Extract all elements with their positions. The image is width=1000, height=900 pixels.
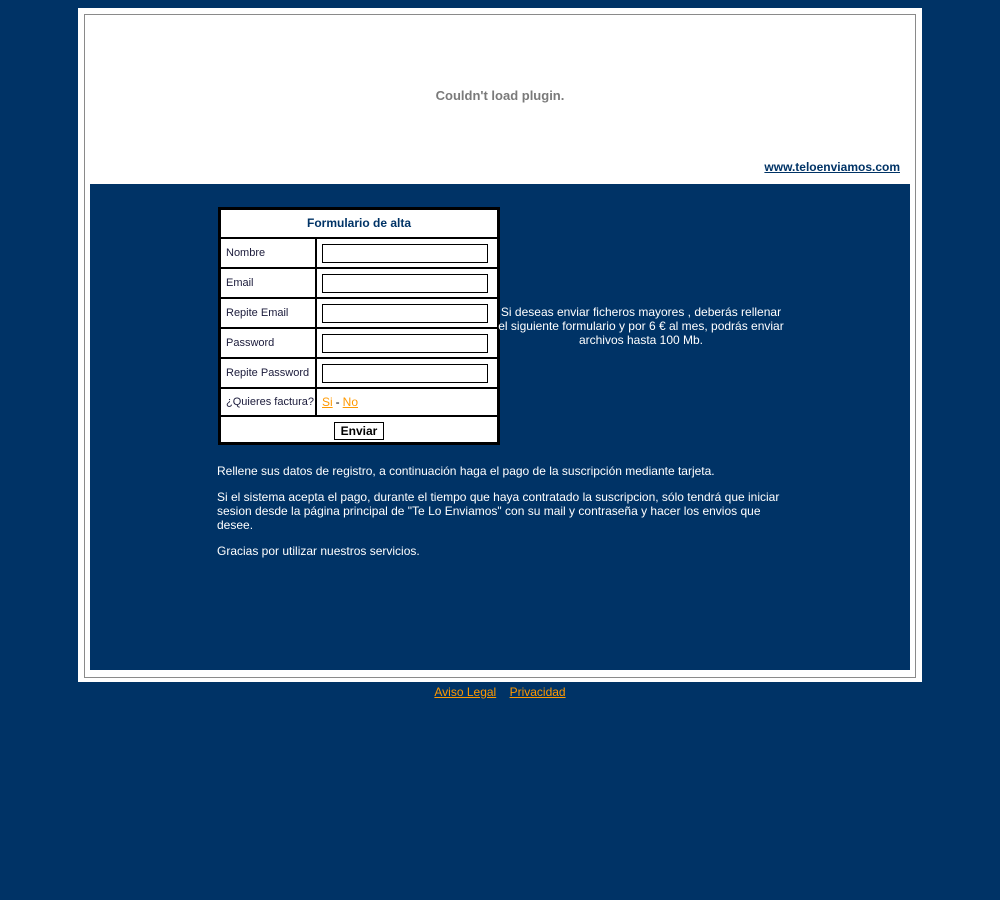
repite-email-label: Repite Email — [221, 299, 317, 327]
submit-row — [221, 417, 497, 445]
registration-form — [218, 207, 500, 445]
legal-notice-link[interactable]: Aviso Legal — [434, 685, 497, 699]
password-label: Password — [221, 329, 317, 357]
submit-button[interactable]: Enviar — [334, 422, 385, 440]
instructions-para-3: Gracias por utilizar nuestros servicios. — [217, 544, 420, 558]
nombre-input[interactable] — [322, 244, 488, 263]
password-input[interactable] — [322, 334, 488, 353]
privacy-link[interactable]: Privacidad — [509, 685, 566, 699]
form-row-password — [221, 329, 497, 359]
form-row-nombre — [221, 239, 497, 269]
email-label: Email — [221, 269, 317, 297]
page-container — [78, 8, 922, 682]
repite-email-input[interactable] — [322, 304, 488, 323]
instructions — [217, 464, 797, 570]
form-row-repite-email — [221, 299, 497, 329]
form-row-factura — [221, 389, 497, 417]
nombre-label: Nombre — [221, 239, 317, 267]
main-panel — [90, 184, 910, 670]
repite-password-label: Repite Password — [221, 359, 317, 387]
factura-label: ¿Quieres factura? — [221, 389, 317, 415]
factura-separator: - — [335, 395, 340, 409]
form-row-repite-password — [221, 359, 497, 389]
factura-yes-link[interactable]: Si — [322, 395, 333, 409]
form-row-email — [221, 269, 497, 299]
factura-no-link[interactable]: No — [342, 395, 359, 409]
site-link[interactable]: www.teloenviamos.com — [764, 160, 900, 174]
instructions-para-2: Si el sistema acepta el pago, durante el tiempo que haya contratado la suscripcion, sólo tendrá que iniciar sesion desde la página principal de "Te Lo Enviamos" con su mail y contraseña y hacer los envios que desee. — [217, 490, 780, 532]
email-input[interactable] — [322, 274, 488, 293]
repite-password-input[interactable] — [322, 364, 488, 383]
footer — [0, 685, 1000, 699]
plugin-error-message: Couldn't load plugin. — [435, 88, 565, 103]
instructions-para-1: Rellene sus datos de registro, a continuación haga el pago de la suscripción mediante tarjeta. — [217, 464, 715, 478]
form-title: Formulario de alta — [221, 210, 497, 239]
info-text: Si deseas enviar ficheros mayores , deberás rellenar el siguiente formulario y por 6 € al mes, podrás enviar archivos hasta 100 Mb. — [498, 305, 784, 347]
